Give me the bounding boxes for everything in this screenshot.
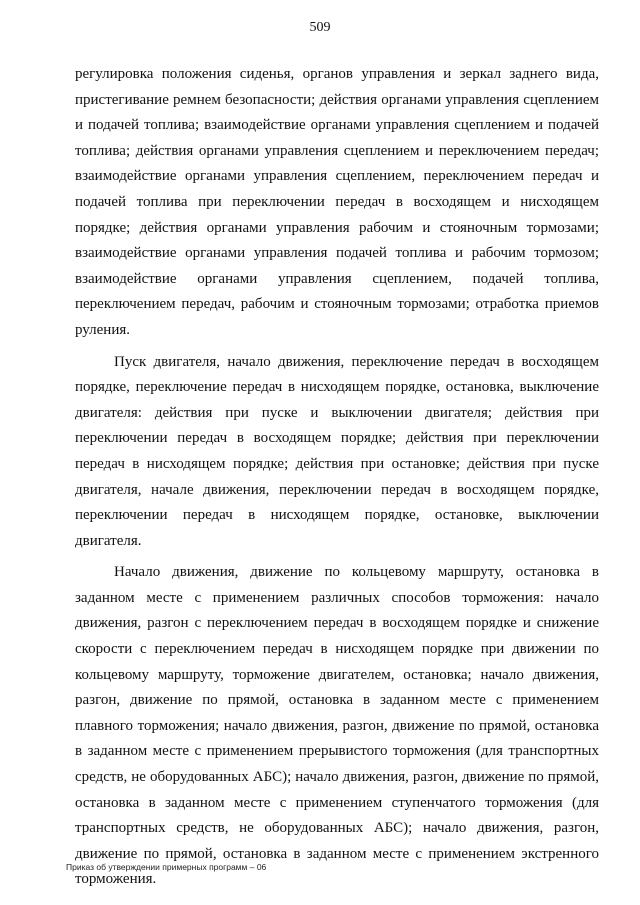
paragraph-engine-start: Пуск двигателя, начало движения, переключение передач в восходящем порядке, переключение передач в нисходящем порядке, остановка, выключение двигателя: действия при пуске и выключении двигателя; действия при переключении передач в восходящем порядке; действия при переключении передач в нисходящем порядке; действия при остановке; действия при пуске двигателя, начале движения, переключении передач в восходящем порядке, переключении передач в нисходящем порядке, остановке, выключении двигателя. xyxy=(75,353,599,549)
document-body xyxy=(75,62,599,893)
footer-note: Приказ об утверждении примерных программ – 06 xyxy=(66,862,267,872)
paragraph-controls-training: регулировка положения сиденья, органов управления и зеркал заднего вида, пристегивание ремнем безопасности; действия органами управления сцеплением и подачей топлива; взаимодействие органами управления сцеплением и подачей топлива; действия органами управления сцеплением и переключением передач; взаимодействие органами управления сцеплением, переключением передач и подачей топлива при переключении передач в восходящем и нисходящем порядке; действия органами управления рабочим и стояночным тормозами; взаимодействие органами управления подачей топлива и рабочим тормозом; взаимодействие органами управления сцеплением, подачей топлива, переключением передач, рабочим и стояночным тормозами; отработка приемов руления. xyxy=(75,66,599,338)
paragraph-braking-methods: Начало движения, движение по кольцевому маршруту, остановка в заданном месте с применением различных способов торможения: начало движения, разгон с переключением передач в восходящем порядке и снижение скорости с переключением передач в нисходящем порядке при движении по кольцевому маршруту, торможение двигателем, остановка; начало движения, разгон, движение по прямой, остановка в заданном месте с применением плавного торможения; начало движения, разгон, движение по прямой, остановка в заданном месте с применением прерывистого торможения (для транспортных средств, не оборудованных АБС); начало движения, разгон, движение по прямой, остановка в заданном месте с применением ступенчатого торможения (для транспортных средств, не оборудованных АБС); начало движения, разгон, движение по прямой, остановка в заданном месте с применением экстренного торможения. xyxy=(75,564,599,888)
page-number: 509 xyxy=(309,20,331,35)
